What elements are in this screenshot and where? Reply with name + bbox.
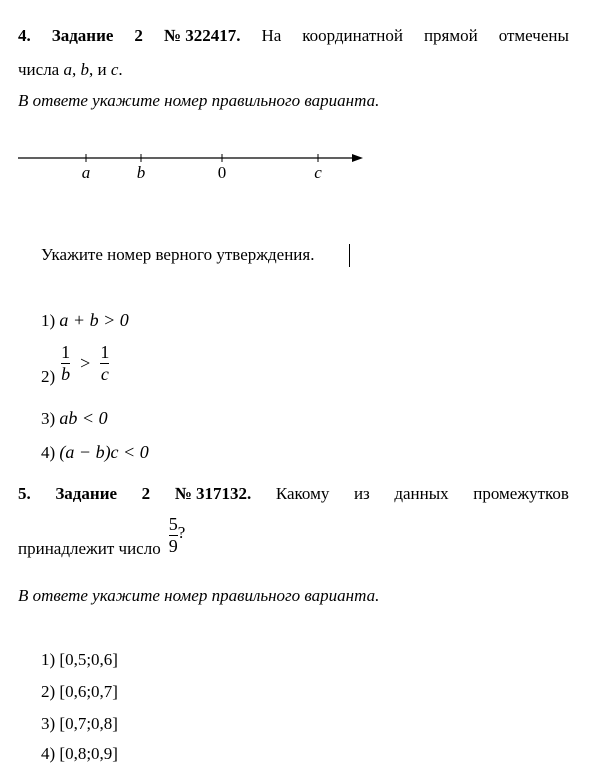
task5-prompt-prefix: принадлежит число [18,538,161,558]
option-text: [0,7;0,8] [59,714,118,733]
task4-var-b: b [80,60,89,79]
number-line [0,145,380,185]
option-label: 2) [41,682,56,701]
task4-word: прямой [423,26,478,45]
task5-fraction [169,515,178,556]
task5-word: промежутков [473,484,569,503]
option-math: ab < 0 [59,408,108,428]
fraction-denominator: c [100,363,109,384]
task4-var-c: c [110,60,119,79]
option-label: 3) [41,714,56,733]
fraction-left [61,343,70,384]
task4-id: № 322417. [163,26,241,45]
task4-word: координатной [302,26,403,45]
fraction-numerator: 1 [61,342,71,362]
label-b: b [136,163,146,182]
task5-variant: 2 [141,484,151,503]
task4-option-4[interactable] [41,442,149,463]
fraction-numerator: 5 [168,514,178,534]
task5-id: № 317132. [174,484,252,503]
fraction-denominator: b [61,363,71,384]
task5-option-4[interactable] [41,744,118,764]
task4-word: На [261,26,282,45]
fraction-numerator: 1 [100,342,110,362]
task4-instruction: В ответе укажите номер правильного варианта. [18,91,380,110]
fraction-denominator: 9 [168,535,178,556]
number-line-arrow [352,154,363,162]
task5-instruction: В ответе укажите номер правильного варианта. [18,586,380,605]
option-math: a + b > 0 [59,310,129,330]
task4-option-2[interactable] [41,343,109,388]
task4-question: Укажите номер верного утверждения. [41,245,315,264]
task4-prompt-line2 [18,60,123,80]
option-label: 1) [41,650,56,669]
task4-variant: 2 [134,26,143,45]
task5-word: из [353,484,370,503]
option-text: [0,8;0,9] [59,744,118,763]
option-label: 4) [41,443,56,462]
option-label: 4) [41,744,56,763]
task4-option-1[interactable] [41,310,129,331]
task4-number: 4. [18,26,31,45]
task5-heading-line [18,484,569,504]
task5-option-1[interactable] [41,650,118,670]
task4-prompt-prefix: числа [18,60,60,79]
task5-number: 5. [18,484,31,503]
text-cursor [349,244,350,267]
task4-option-3[interactable] [41,408,108,429]
task4-zadanie-label: Задание [51,26,114,45]
task5-option-2[interactable] [41,682,118,702]
label-a: a [81,163,91,182]
option-label: 2) [41,366,56,386]
task5-prompt-line2 [18,515,185,559]
option-label: 1) [41,311,56,330]
label-zero: 0 [217,163,227,182]
comparison-operator: > [80,352,91,373]
task5-word: Какому [275,484,330,503]
option-label: 3) [41,409,56,428]
task4-sep: , [71,60,77,79]
option-text: [0,5;0,6] [59,650,118,669]
question-mark: ? [177,522,186,542]
task5-zadanie-label: Задание [55,484,118,503]
task4-end: . [118,60,123,79]
task4-heading-line [18,26,569,46]
task5-word: данных [394,484,449,503]
label-c: c [314,163,322,182]
option-math: (a − b)c < 0 [59,442,149,462]
task5-option-3[interactable] [41,714,118,734]
fraction-right [100,343,109,384]
task4-word: отмечены [498,26,569,45]
task4-sep: , и [88,60,107,79]
option-text: [0,6;0,7] [59,682,118,701]
task4-var-a: a [63,60,72,79]
